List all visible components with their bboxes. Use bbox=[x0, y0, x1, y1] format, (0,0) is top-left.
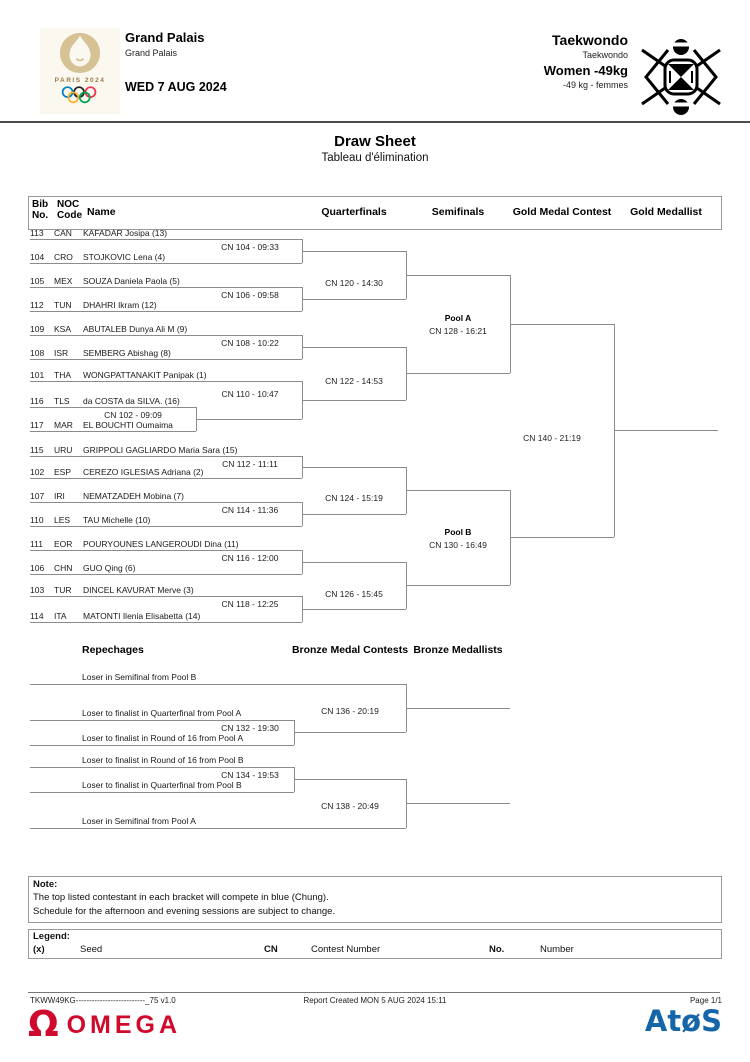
repechage-entry: Loser to finalist in Round of 16 from Pool B bbox=[82, 755, 244, 765]
match-cn106: CN 106 - 09:58 bbox=[221, 290, 279, 300]
match-cn122: CN 122 - 14:53 bbox=[325, 376, 383, 386]
athlete-name: MATONTI Ilenia Elisabetta (14) bbox=[83, 611, 201, 621]
legend-value: Contest Number bbox=[311, 944, 381, 955]
page-subtitle: Tableau d'élimination bbox=[321, 152, 429, 164]
athlete-name: SOUZA Daniela Paola (5) bbox=[83, 276, 180, 286]
bib-number: 110 bbox=[30, 515, 44, 525]
col-noc-2: Code bbox=[57, 210, 82, 221]
athlete-row bbox=[30, 584, 194, 596]
repechage-entry: Loser to finalist in Quarterfinal from Pool A bbox=[82, 708, 242, 718]
venue-title: Grand Palais bbox=[125, 30, 205, 45]
match-cn112: CN 112 - 11:11 bbox=[222, 459, 278, 469]
col-gold-medallist: Gold Medallist bbox=[630, 206, 702, 218]
athlete-name: CEREZO IGLESIAS Adriana (2) bbox=[83, 467, 204, 477]
document-code: TKWW49KG--------------------------_75 v1.0 bbox=[30, 996, 176, 1005]
noc-code: CHN bbox=[54, 563, 73, 573]
athlete-row bbox=[30, 610, 200, 622]
legend-key: CN bbox=[264, 944, 278, 955]
noc-code: EOR bbox=[54, 539, 73, 549]
bracket-line bbox=[30, 574, 302, 575]
bib-number: 102 bbox=[30, 467, 45, 477]
noc-code: CRO bbox=[54, 252, 73, 262]
bracket-line bbox=[406, 585, 510, 586]
legend-key: No. bbox=[489, 944, 505, 955]
athlete-row bbox=[30, 299, 157, 311]
athlete-row bbox=[30, 251, 165, 263]
header-divider bbox=[0, 121, 750, 123]
match-cn124: CN 124 - 15:19 bbox=[325, 493, 383, 503]
bib-number: 116 bbox=[30, 396, 44, 406]
bracket-line bbox=[302, 400, 406, 401]
noc-code: LES bbox=[54, 515, 71, 525]
match-cn138: CN 138 - 20:49 bbox=[321, 801, 379, 811]
bib-number: 117 bbox=[30, 420, 44, 430]
athlete-name: EL BOUCHTI Oumaima bbox=[83, 420, 173, 430]
match-cn104: CN 104 - 09:33 bbox=[221, 242, 279, 252]
noc-code: ISR bbox=[54, 348, 69, 358]
noc-code: TUR bbox=[54, 585, 72, 595]
report-date: WED 7 AUG 2024 bbox=[125, 80, 227, 94]
bracket-line bbox=[30, 287, 302, 288]
repechages-title: Repechages bbox=[82, 644, 144, 656]
athlete-row bbox=[30, 369, 207, 381]
noc-code: IRI bbox=[54, 491, 65, 501]
match-cn116: CN 116 - 12:00 bbox=[221, 553, 279, 563]
bracket-line bbox=[30, 407, 196, 408]
bib-number: 108 bbox=[30, 348, 45, 358]
bib-number: 106 bbox=[30, 563, 45, 573]
match-cn140: CN 140 - 21:19 bbox=[523, 433, 581, 443]
athlete-name: da COSTA da SILVA. (16) bbox=[83, 396, 180, 406]
legend-value: Number bbox=[540, 944, 574, 955]
col-bib-2: No. bbox=[32, 210, 49, 221]
bib-number: 114 bbox=[30, 611, 44, 621]
athlete-name: GUO Qing (6) bbox=[83, 563, 136, 573]
athlete-row bbox=[30, 562, 135, 574]
athlete-name: DHAHRI Ikram (12) bbox=[83, 300, 157, 310]
match-cn132: CN 132 - 19:30 bbox=[221, 723, 279, 733]
match-cn130: CN 130 - 16:49 bbox=[429, 540, 487, 550]
page-number: Page 1/1 bbox=[689, 996, 722, 1005]
bracket-line bbox=[30, 792, 294, 793]
bracket-line bbox=[30, 502, 302, 503]
noc-code: KSA bbox=[54, 324, 72, 334]
bracket-line bbox=[510, 324, 614, 325]
match-cn102: CN 102 - 09:09 bbox=[104, 410, 162, 420]
bracket-line bbox=[30, 720, 294, 721]
bracket-line bbox=[30, 622, 302, 623]
paris-2024-logo-text: PARIS 2024 bbox=[54, 77, 106, 84]
match-cn110: CN 110 - 10:47 bbox=[221, 389, 279, 399]
legend-key: (x) bbox=[33, 944, 45, 955]
col-semifinals: Semifinals bbox=[431, 206, 485, 218]
omega-logo bbox=[28, 1006, 181, 1044]
athlete-row bbox=[30, 514, 150, 526]
atos-logo: AtøS bbox=[644, 1004, 722, 1038]
gold-medallist-line bbox=[614, 430, 718, 431]
athlete-name: STOJKOVIC Lena (4) bbox=[83, 252, 166, 262]
athlete-name: SEMBERG Abishag (8) bbox=[83, 348, 171, 358]
omega-wordmark: OMEGA bbox=[66, 1010, 182, 1039]
bracket-line bbox=[30, 478, 302, 479]
bracket-line bbox=[30, 767, 294, 768]
bracket-line bbox=[406, 373, 510, 374]
noc-code: CAN bbox=[54, 228, 72, 238]
noc-code: MAR bbox=[54, 420, 73, 430]
noc-code: TUN bbox=[54, 300, 72, 310]
legend-title: Legend: bbox=[33, 931, 70, 942]
event-subtitle: -49 kg - femmes bbox=[562, 80, 628, 90]
bracket-line bbox=[406, 275, 510, 276]
bronze-medal-contests-title: Bronze Medal Contests bbox=[291, 644, 409, 656]
col-noc-1: NOC bbox=[57, 199, 80, 210]
note-line: The top listed contestant in each bracket will compete in blue (Chung). bbox=[33, 892, 329, 903]
bracket-line bbox=[30, 684, 406, 685]
bracket-line bbox=[30, 263, 302, 264]
bib-number: 105 bbox=[30, 276, 45, 286]
match-cn126: CN 126 - 15:45 bbox=[325, 589, 383, 599]
bracket-line bbox=[406, 490, 510, 491]
bracket-line bbox=[30, 550, 302, 551]
event-title: Women -49kg bbox=[543, 63, 628, 78]
bib-number: 115 bbox=[30, 445, 44, 455]
paris-2024-logo bbox=[40, 28, 120, 114]
match-cn120: CN 120 - 14:30 bbox=[325, 278, 383, 288]
repechage-entry: Loser in Semifinal from Pool A bbox=[82, 816, 196, 826]
repechage-entry: Loser to finalist in Round of 16 from Pool A bbox=[82, 733, 244, 743]
noc-code: ITA bbox=[54, 611, 67, 621]
pool-b-label: Pool B bbox=[444, 527, 472, 537]
noc-code: MEX bbox=[54, 276, 73, 286]
col-quarterfinals: Quarterfinals bbox=[321, 206, 387, 218]
bracket-line bbox=[30, 359, 302, 360]
bib-number: 109 bbox=[30, 324, 45, 334]
athlete-name: POURYOUNES LANGEROUDI Dina (11) bbox=[83, 539, 239, 549]
match-cn114: CN 114 - 11:36 bbox=[221, 505, 279, 515]
match-cn118: CN 118 - 12:25 bbox=[221, 599, 279, 609]
athlete-name: NEMATZADEH Mobina (7) bbox=[83, 491, 184, 501]
bib-number: 107 bbox=[30, 491, 45, 501]
bracket-line bbox=[30, 828, 406, 829]
athlete-row bbox=[30, 323, 187, 335]
omega-symbol-icon: Ω bbox=[28, 1004, 59, 1045]
athlete-row bbox=[30, 490, 184, 502]
bracket-line bbox=[30, 239, 302, 240]
athlete-name: WONGPATTANAKIT Panipak (1) bbox=[83, 370, 207, 380]
bib-number: 103 bbox=[30, 585, 45, 595]
sport-title: Taekwondo bbox=[552, 32, 628, 48]
match-cn128: CN 128 - 16:21 bbox=[429, 326, 487, 336]
bracket-line bbox=[30, 431, 196, 432]
report-created: Report Created MON 5 AUG 2024 15:11 bbox=[303, 996, 447, 1005]
repechage-entry: Loser to finalist in Quarterfinal from Pool B bbox=[82, 780, 242, 790]
noc-code: ESP bbox=[54, 467, 72, 477]
venue-subtitle: Grand Palais bbox=[125, 48, 178, 58]
bracket-line bbox=[30, 745, 294, 746]
athlete-name: DINCEL KAVURAT Merve (3) bbox=[83, 585, 194, 595]
bracket-line bbox=[30, 335, 302, 336]
paris-2024-emblem-icon bbox=[58, 31, 102, 75]
footer-divider bbox=[28, 992, 720, 993]
athlete-row bbox=[30, 275, 180, 287]
bracket-line bbox=[30, 311, 302, 312]
col-name: Name bbox=[87, 206, 116, 218]
note-line: Schedule for the afternoon and evening sessions are subject to change. bbox=[33, 906, 336, 917]
athlete-row bbox=[30, 444, 237, 456]
sport-subtitle: Taekwondo bbox=[582, 50, 628, 60]
bib-number: 104 bbox=[30, 252, 45, 262]
match-cn108: CN 108 - 10:22 bbox=[221, 338, 279, 348]
bib-number: 101 bbox=[30, 370, 45, 380]
athlete-name: ABUTALEB Dunya Ali M (9) bbox=[83, 324, 188, 334]
athlete-row bbox=[30, 395, 180, 407]
taekwondo-pictogram-icon bbox=[638, 38, 724, 116]
pool-a-label: Pool A bbox=[444, 313, 472, 323]
noc-code: THA bbox=[54, 370, 71, 380]
noc-code: TLS bbox=[54, 396, 70, 406]
bracket-line bbox=[30, 526, 302, 527]
bracket-line bbox=[30, 381, 302, 382]
athlete-name: GRIPPOLI GAGLIARDO Maria Sara (15) bbox=[83, 445, 238, 455]
repechage-entry: Loser in Semifinal from Pool B bbox=[82, 672, 197, 682]
olympic-rings-icon bbox=[59, 85, 101, 105]
page-title: Draw Sheet bbox=[334, 133, 416, 150]
athlete-row bbox=[30, 227, 167, 239]
athlete-name: KAFADAR Josipa (13) bbox=[83, 228, 168, 238]
bracket-line bbox=[30, 456, 302, 457]
match-cn134: CN 134 - 19:53 bbox=[221, 770, 279, 780]
bib-number: 112 bbox=[30, 300, 44, 310]
noc-code: URU bbox=[54, 445, 73, 455]
col-bib-1: Bib bbox=[32, 199, 49, 210]
bracket-line bbox=[30, 596, 302, 597]
note-title: Note: bbox=[33, 879, 58, 890]
athlete-row bbox=[30, 538, 239, 550]
match-cn136: CN 136 - 20:19 bbox=[321, 706, 379, 716]
athlete-name: TAU Michelle (10) bbox=[83, 515, 151, 525]
bib-number: 113 bbox=[30, 228, 44, 238]
athlete-row bbox=[30, 347, 171, 359]
bib-number: 111 bbox=[30, 539, 43, 549]
bronze-medallists-title: Bronze Medallists bbox=[413, 644, 503, 656]
col-gold-medal-contest: Gold Medal Contest bbox=[512, 206, 612, 218]
legend-value: Seed bbox=[80, 944, 103, 955]
